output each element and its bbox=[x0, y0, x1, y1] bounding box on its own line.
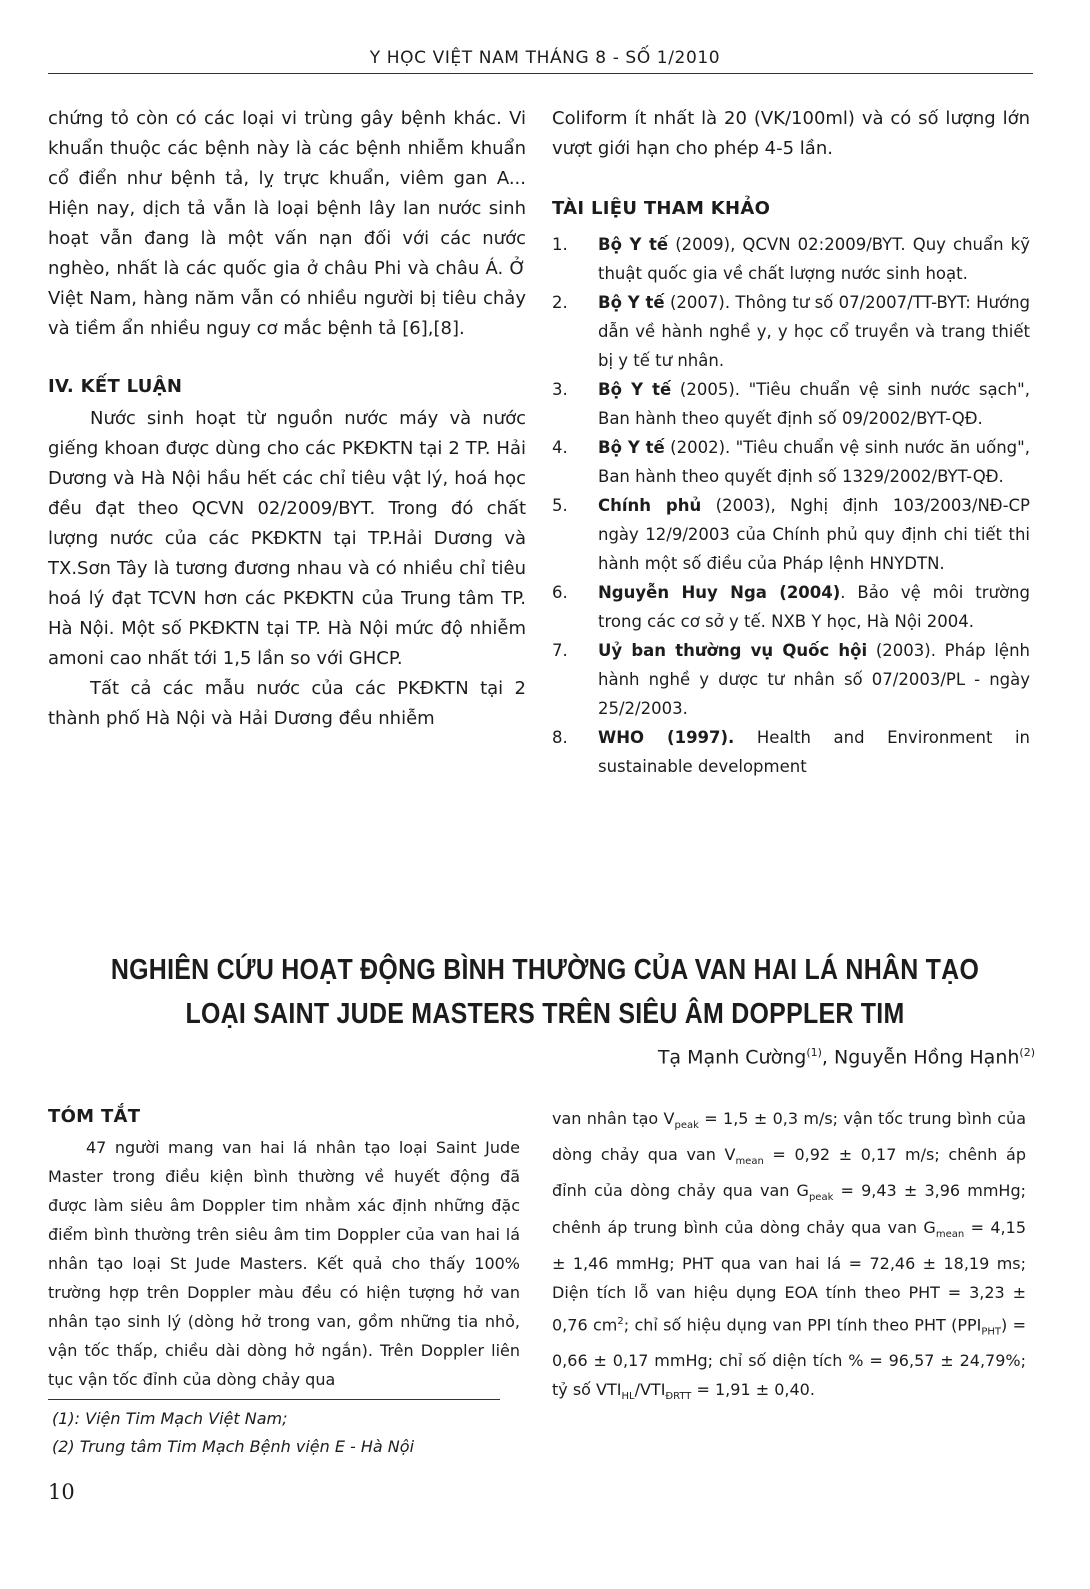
body-paragraph: Tất cả các mẫu nước của các PKĐKTN tại 2 thành phố Hà Nội và Hải Dương đều nhiễm bbox=[48, 678, 526, 729]
abstract-left-column bbox=[48, 1102, 520, 1394]
footnote-2: (2) Trung tâm Tim Mạch Bệnh viện E - Hà Nội bbox=[52, 1437, 415, 1456]
reference-author: WHO (1997). bbox=[598, 728, 735, 747]
reference-number: 6. bbox=[552, 583, 568, 602]
reference-number: 5. bbox=[552, 496, 568, 515]
reference-author: Bộ Y tế bbox=[598, 380, 672, 399]
abstract-heading: TÓM TẮT bbox=[48, 1106, 141, 1127]
body-paragraph: Nước sinh hoạt từ nguồn nước máy và nước giếng khoan được dùng cho các PKĐKTN tại 2 TP. Hải Dương và Hà Nội hầu hết các chỉ tiêu vật lý, hoá học đều đạt theo QCVN 02/2009/BYT. Trong đó chất lượng nước của các PKĐKTN tại TP.Hải Dương và TX.Sơn Tây là tương đương nhau và có nhiều chỉ tiêu hoá lý đạt TCVN hơn các PKĐKTN của Trung tâm TP. Hà Nội. Một số PKĐKTN tại TP. Hà Nội mức độ nhiễm amoni cao nhất tới 1,5 lần so với GHCP. bbox=[48, 408, 526, 669]
author-name: Nguyễn Hồng Hạnh bbox=[834, 1046, 1020, 1069]
left-column bbox=[48, 104, 526, 734]
reference-item bbox=[552, 578, 1030, 636]
reference-details: (2002). "Tiêu chuẩn vệ sinh nước ăn uống", Ban hành theo quyết định số 1329/2002/BYT-QĐ. bbox=[598, 438, 1030, 486]
article-title-line-1: NGHIÊN CỨU HOẠT ĐỘNG BÌNH THƯỜNG CỦA VAN HAI LÁ NHÂN TẠO bbox=[110, 954, 980, 986]
reference-item bbox=[552, 288, 1030, 375]
abstract-paragraph-continued: van nhân tạo $V_{peak} = 1,5 \pm 0,3$ m/s; vận tốc trung bình của dòng chảy qua van $V_{mean} = 0,92 \pm 0,17$ m/s; chênh áp đỉnh của dòng chảy qua van $G_{peak} = 9,43 \pm 3,96$ mmHg; chênh áp trung bình của dòng chảy qua van $G_{mean} = 4,15 \pm 1,46$ mmHg; PHT qua van hai lá = 72,46 ± 18,19 ms; Diện tích lỗ van hiệu dụng EOA tính theo PHT = 3,23 ± 0,76 $cm^2$; chỉ số hiệu dụng van PPI tính theo PHT $(PPI_{PHT}) = 0,66 \pm 0,17$ mmHg; chỉ số diện tích % = 96,57 ± 24,79%; tỷ số $VTI_{HL}/VTI_{ĐRTT} = 1,91 \pm 0,40$. bbox=[552, 1109, 1027, 1403]
reference-item bbox=[552, 433, 1030, 491]
reference-item bbox=[552, 230, 1030, 288]
reference-number: 2. bbox=[552, 293, 568, 312]
reference-number: 8. bbox=[552, 728, 568, 747]
body-paragraph: Coliform ít nhất là 20 (VK/100ml) và có số lượng lớn vượt giới hạn cho phép 4-5 lần. bbox=[552, 108, 1030, 159]
author-name: Tạ Mạnh Cường bbox=[657, 1046, 807, 1069]
reference-number: 7. bbox=[552, 641, 568, 660]
section-heading: IV. KẾT LUẬN bbox=[48, 376, 183, 397]
footnote-1: (1): Viện Tim Mạch Việt Nam; bbox=[52, 1409, 288, 1428]
body-paragraph: chứng tỏ còn có các loại vi trùng gây bệnh khác. Vi khuẩn thuộc các bệnh này là các bệnh nhiễm khuẩn cổ điển như bệnh tả, lỵ trực khuẩn, viêm gan A... Hiện nay, dịch tả vẫn là loại bệnh lây lan nước sinh hoạt vẫn đang là một vấn nạn đối với các nước nghèo, nhất là các quốc gia ở châu Phi và châu Á. Ở Việt Nam, hàng năm vẫn có nhiều người bị tiêu chảy và tiềm ẩn nhiều nguy cơ mắc bệnh tả [6],[8]. bbox=[48, 108, 526, 339]
article-title-line-2: LOẠI SAINT JUDE MASTERS TRÊN SIÊU ÂM DOPPLER TIM bbox=[185, 998, 905, 1030]
right-column bbox=[552, 104, 1030, 781]
authors bbox=[658, 1046, 1035, 1068]
affiliation-marker: (1) bbox=[806, 1046, 822, 1059]
references-heading: TÀI LIỆU THAM KHẢO bbox=[552, 198, 771, 219]
author-separator: , bbox=[821, 1046, 834, 1069]
reference-text bbox=[598, 491, 1030, 578]
abstract-right-column bbox=[552, 1104, 1026, 1411]
reference-text bbox=[598, 723, 1030, 781]
reference-number: 1. bbox=[552, 235, 568, 254]
footnote-rule bbox=[48, 1399, 500, 1400]
page-number: 10 bbox=[48, 1480, 75, 1504]
reference-author: Uỷ ban thường vụ Quốc hội bbox=[598, 641, 868, 660]
reference-text bbox=[598, 230, 1030, 288]
header-rule bbox=[48, 73, 1033, 74]
reference-details: Health and Environment in sustainable development bbox=[598, 728, 1030, 776]
reference-details: (2009), QCVN 02:2009/BYT. Quy chuẩn kỹ thuật quốc gia về chất lượng nước sinh hoạt. bbox=[598, 235, 1030, 283]
reference-text bbox=[598, 636, 1030, 723]
reference-author: Bộ Y tế bbox=[598, 235, 669, 254]
reference-details: (2003), Nghị định 103/2003/NĐ-CP ngày 12/9/2003 của Chính phủ quy định chi tiết thi hành một số điều của Pháp lệnh HNYDTN. bbox=[598, 496, 1030, 573]
reference-details: (2007). Thông tư số 07/2007/TT-BYT: Hướng dẫn về hành nghề y, y học cổ truyền và trang thiết bị y tế tư nhân. bbox=[598, 293, 1030, 370]
reference-author: Bộ Y tế bbox=[598, 438, 665, 457]
reference-author: Nguyễn Huy Nga (2004) bbox=[598, 583, 841, 602]
reference-details: (2003). Pháp lệnh hành nghề y dược tư nhân số 07/2003/PL - ngày 25/2/2003. bbox=[598, 641, 1030, 718]
affiliation-marker: (2) bbox=[1019, 1046, 1035, 1059]
reference-text bbox=[598, 288, 1030, 375]
reference-author: Chính phủ bbox=[598, 496, 702, 515]
reference-text bbox=[598, 433, 1030, 491]
reference-details: . Bảo vệ môi trường trong các cơ sở y tế. NXB Y học, Hà Nội 2004. bbox=[598, 583, 1030, 631]
journal-header: Y HỌC VIỆT NAM THÁNG 8 - SỐ 1/2010 bbox=[369, 48, 721, 68]
reference-text bbox=[598, 375, 1030, 433]
reference-item bbox=[552, 723, 1030, 781]
reference-item bbox=[552, 375, 1030, 433]
reference-item bbox=[552, 636, 1030, 723]
reference-details: (2005). "Tiêu chuẩn vệ sinh nước sạch", Ban hành theo quyết định số 09/2002/BYT-QĐ. bbox=[598, 380, 1030, 428]
reference-number: 3. bbox=[552, 380, 568, 399]
reference-number: 4. bbox=[552, 438, 568, 457]
abstract-paragraph: 47 người mang van hai lá nhân tạo loại Saint Jude Master trong điều kiện bình thường về huyết động đã được làm siêu âm Doppler tim nhằm xác định những đặc điểm bình thường trên siêu âm tim Doppler của van hai lá nhân tạo loại St Jude Masters. Kết quả cho thấy 100% trường hợp trên Doppler màu đều có hiện tượng hở van nhân tạo sinh lý (dòng hở trong van, gồm những tia nhỏ, vận tốc thấp, chiều dài dòng hở ngắn). Trên Doppler liên tục vận tốc đỉnh của dòng chảy qua bbox=[48, 1138, 520, 1389]
reference-text bbox=[598, 578, 1030, 636]
reference-author: Bộ Y tế bbox=[598, 293, 665, 312]
reference-item bbox=[552, 491, 1030, 578]
reference-list bbox=[552, 230, 1030, 781]
